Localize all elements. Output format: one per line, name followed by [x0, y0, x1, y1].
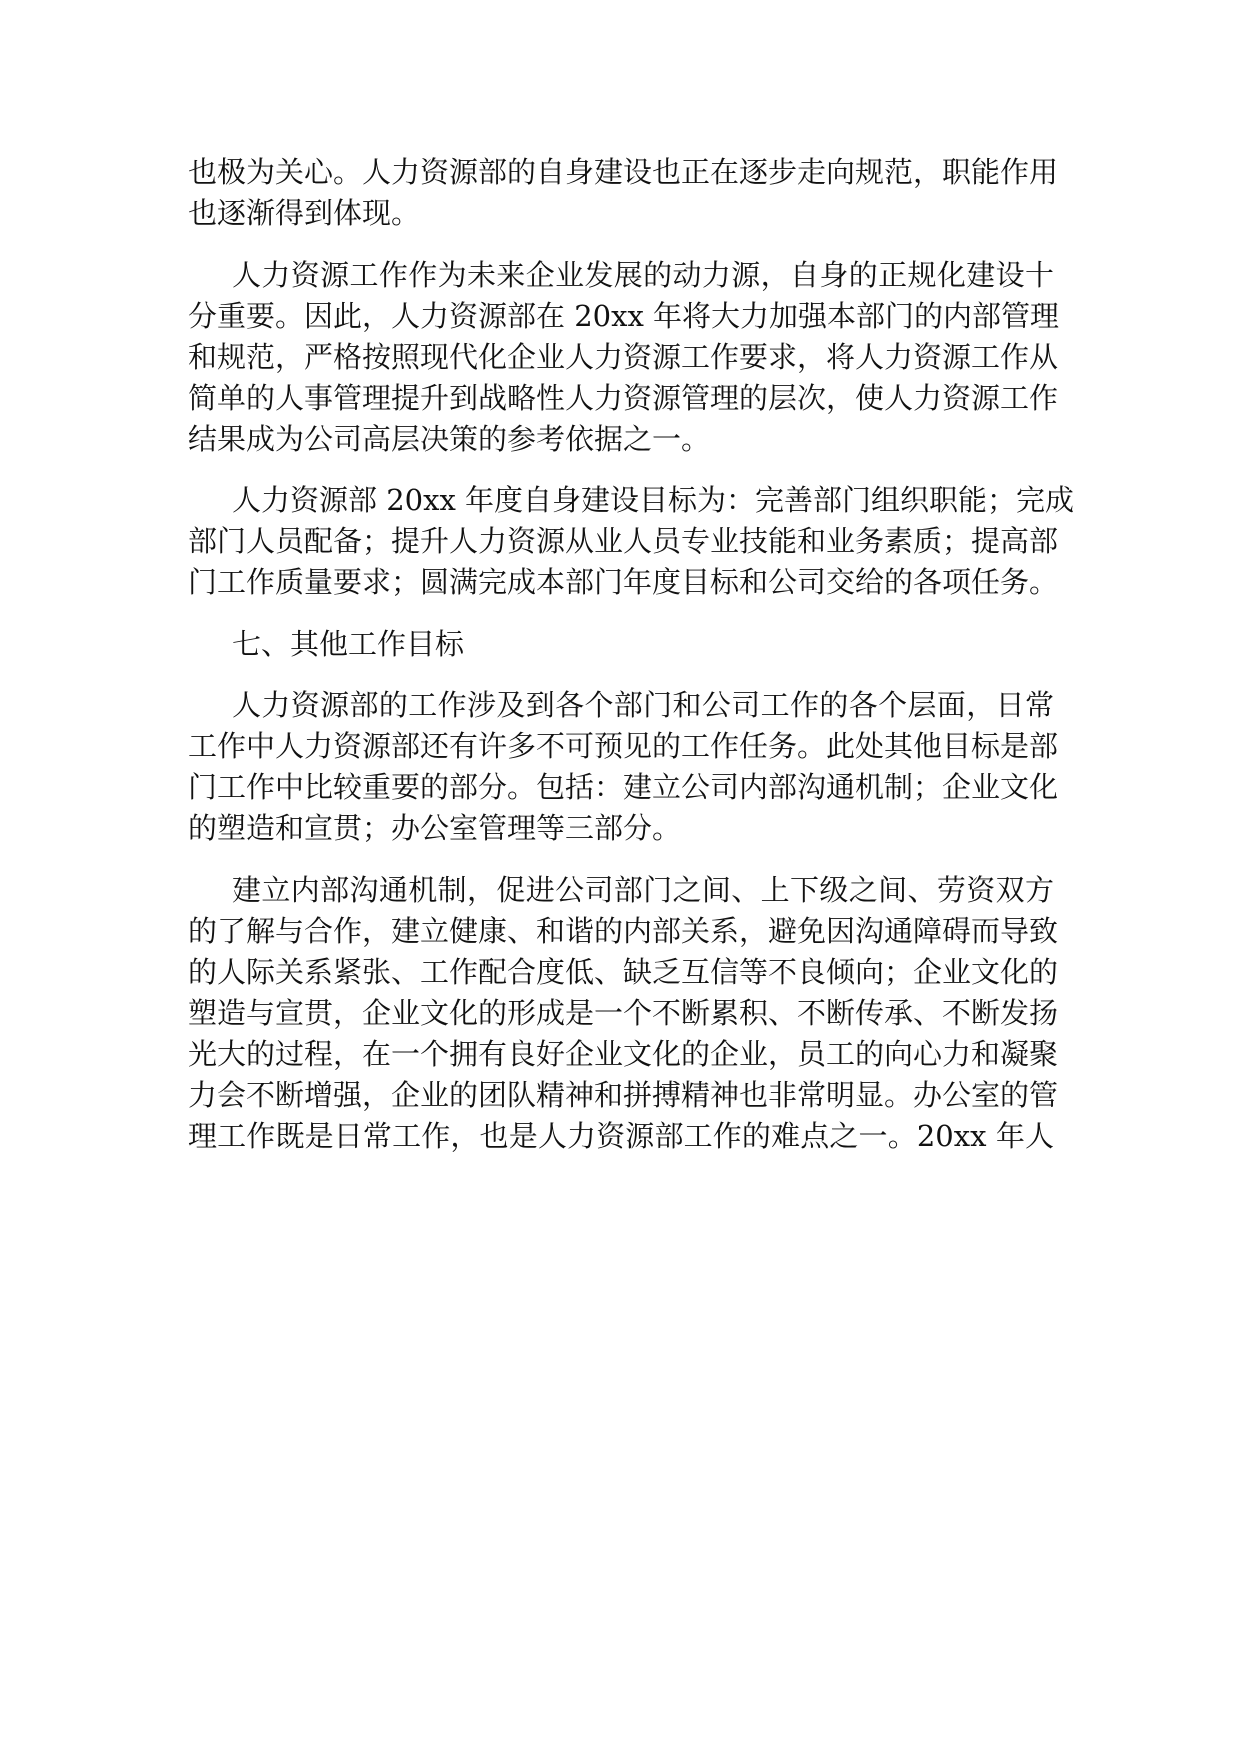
text-line: 门工作中比较重要的部分。包括：建立公司内部沟通机制；企业文化	[188, 770, 1059, 804]
paragraph-hr-importance	[188, 255, 1060, 460]
text-line: 结果成为公司高层决策的参考依据之一。	[188, 421, 711, 456]
text-line: 人力资源工作作为未来企业发展的动力源，自身的正规化建设十	[232, 257, 1054, 292]
text-line: 人力资源部 20xx 年度自身建设目标为：完善部门组织职能；完成	[232, 483, 1075, 517]
text-line: 也逐渐得到体现。	[188, 196, 421, 230]
text-line: 的人际关系紧张、工作配合度低、缺乏互信等不良倾向；企业文化的	[188, 954, 1059, 989]
text-line: 理工作既是日常工作，也是人力资源部工作的难点之一。20xx 年人	[188, 1118, 1054, 1153]
text-line: 简单的人事管理提升到战略性人力资源管理的层次，使人力资源工作	[188, 380, 1059, 415]
paragraph-self-building-goals	[188, 480, 1075, 603]
text-line: 工作中人力资源部还有许多不可预见的工作任务。此处其他目标是部	[188, 729, 1059, 763]
text-line: 力会不断增强，企业的团队精神和拼搏精神也非常明显。办公室的管	[188, 1077, 1059, 1112]
text-line: 建立内部沟通机制，促进公司部门之间、上下级之间、劳资双方	[232, 872, 1054, 907]
text-line: 分重要。因此，人力资源部在 20xx 年将大力加强本部门的内部管理	[188, 298, 1060, 333]
text-line: 的塑造和宣贯；办公室管理等三部分。	[188, 811, 682, 845]
paragraph-communication-culture	[188, 870, 1059, 1157]
section-title: 七、其他工作目标	[232, 626, 465, 661]
text-line: 和规范，严格按照现代化企业人力资源工作要求，将人力资源工作从	[188, 339, 1059, 374]
paragraph-continuation	[188, 152, 1059, 234]
text-line: 塑造与宣贯，企业文化的形成是一个不断累积、不断传承、不断发扬	[188, 995, 1059, 1030]
document-body	[188, 152, 1075, 1157]
text-line: 部门人员配备；提升人力资源从业人员专业技能和业务素质；提高部	[188, 524, 1059, 558]
text-line: 的了解与合作，建立健康、和谐的内部关系，避免因沟通障碍而导致	[188, 913, 1059, 948]
paragraph-other-goals	[188, 685, 1059, 849]
text-line: 人力资源部的工作涉及到各个部门和公司工作的各个层面，日常	[232, 688, 1054, 722]
text-line: 光大的过程，在一个拥有良好企业文化的企业，员工的向心力和凝聚	[188, 1036, 1059, 1071]
text-line: 也极为关心。人力资源部的自身建设也正在逐步走向规范，职能作用	[188, 155, 1059, 189]
section-heading	[188, 624, 1054, 665]
text-line: 门工作质量要求；圆满完成本部门年度目标和公司交给的各项任务。	[188, 565, 1059, 599]
